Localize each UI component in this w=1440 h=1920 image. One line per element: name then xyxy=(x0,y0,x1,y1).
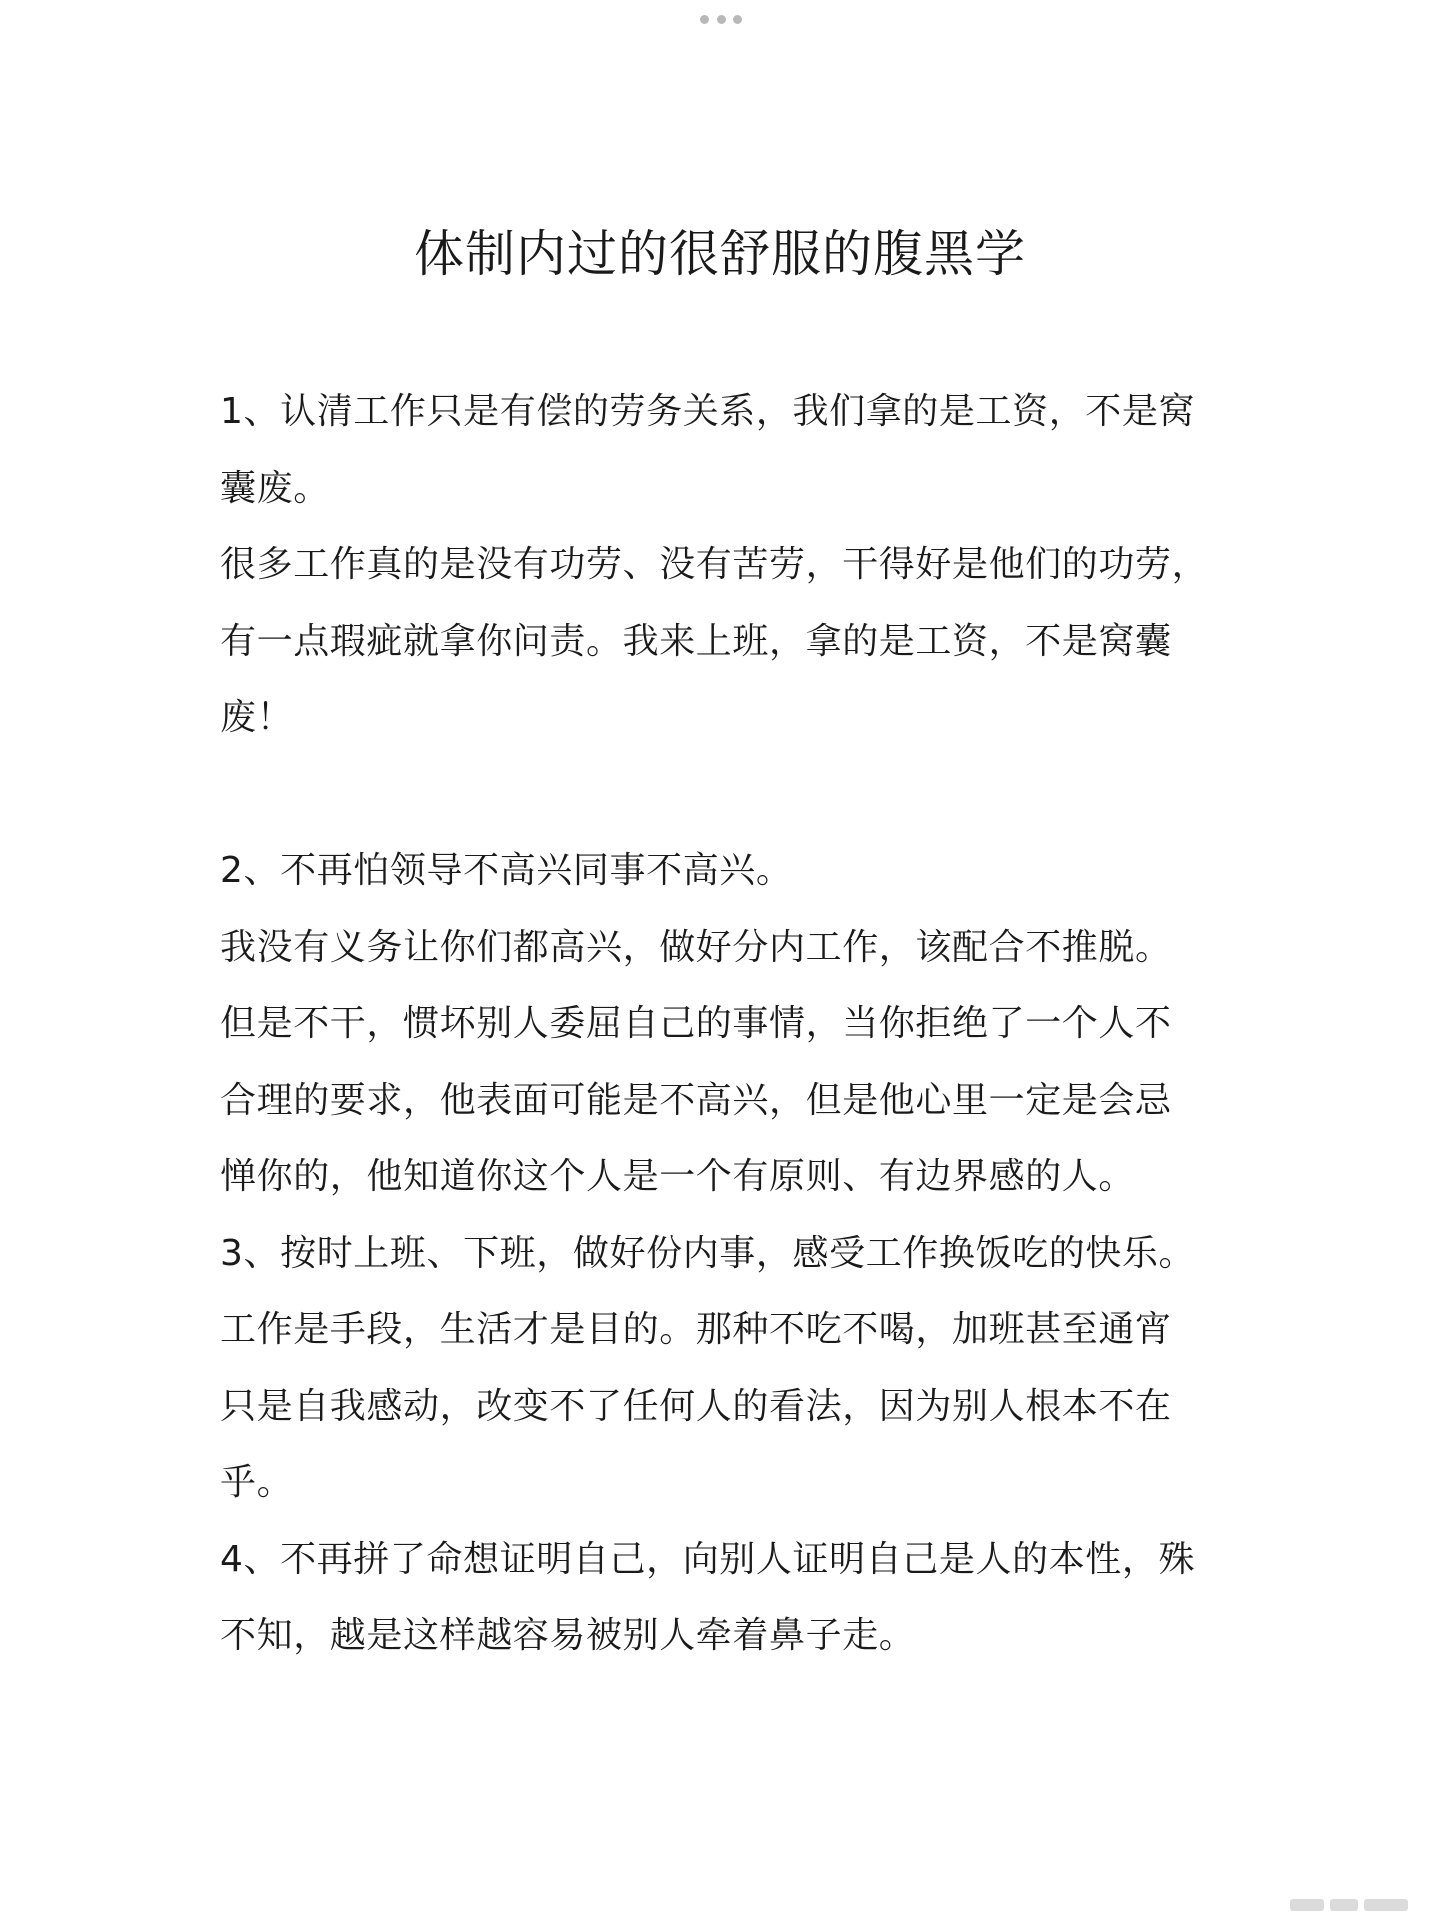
watermark-mark xyxy=(1290,1898,1430,1912)
text-line: 不知，越是这样越容易被别人牵着鼻子走。 xyxy=(220,1615,916,1656)
dot xyxy=(733,15,742,24)
text-line: 惮你的，他知道你这个人是一个有原则、有边界感的人。 xyxy=(220,1156,1136,1197)
text-line: 我没有义务让你们都高兴，做好分内工作，该配合不推脱。 xyxy=(220,926,1172,968)
text-line: 有一点瑕疵就拿你问责。我来上班，拿的是工资，不是窝囊 xyxy=(220,620,1172,662)
dot xyxy=(717,15,726,24)
more-dots-icon[interactable] xyxy=(700,12,742,26)
article-body xyxy=(220,374,1230,1675)
text-line: 废！ xyxy=(220,697,294,738)
paragraph-gap xyxy=(220,757,1230,834)
dot xyxy=(700,15,709,24)
text-line: 囊废。 xyxy=(220,467,330,509)
text-line: 只是自我感动，改变不了任何人的看法，因为别人根本不在 xyxy=(220,1385,1172,1427)
text-line: 很多工作真的是没有功劳、没有苦劳，干得好是他们的功劳， xyxy=(220,544,1209,585)
text-line: 工作是手段，生活才是目的。那种不吃不喝，加班甚至通宵 xyxy=(220,1309,1172,1350)
text-line: 1、认清工作只是有偿的劳务关系，我们拿的是工资，不是窝 xyxy=(220,391,1196,432)
watermark-block xyxy=(1364,1899,1408,1911)
watermark-block xyxy=(1330,1899,1358,1911)
text-line: 4、不再拼了命想证明自己，向别人证明自己是人的本性，殊 xyxy=(220,1538,1196,1580)
watermark-block xyxy=(1290,1899,1324,1911)
text-line: 乎。 xyxy=(220,1462,294,1503)
text-line: 合理的要求，他表面可能是不高兴，但是他心里一定是会忌 xyxy=(220,1079,1172,1121)
text-line: 3、按时上班、下班，做好份内事，感受工作换饭吃的快乐。 xyxy=(220,1232,1196,1274)
text-line: 但是不干，惯坏别人委屈自己的事情，当你拒绝了一个人不 xyxy=(220,1003,1172,1044)
page-title: 体制内过的很舒服的腹黑学 xyxy=(414,225,1026,283)
text-line: 2、不再怕领导不高兴同事不高兴。 xyxy=(220,850,793,891)
